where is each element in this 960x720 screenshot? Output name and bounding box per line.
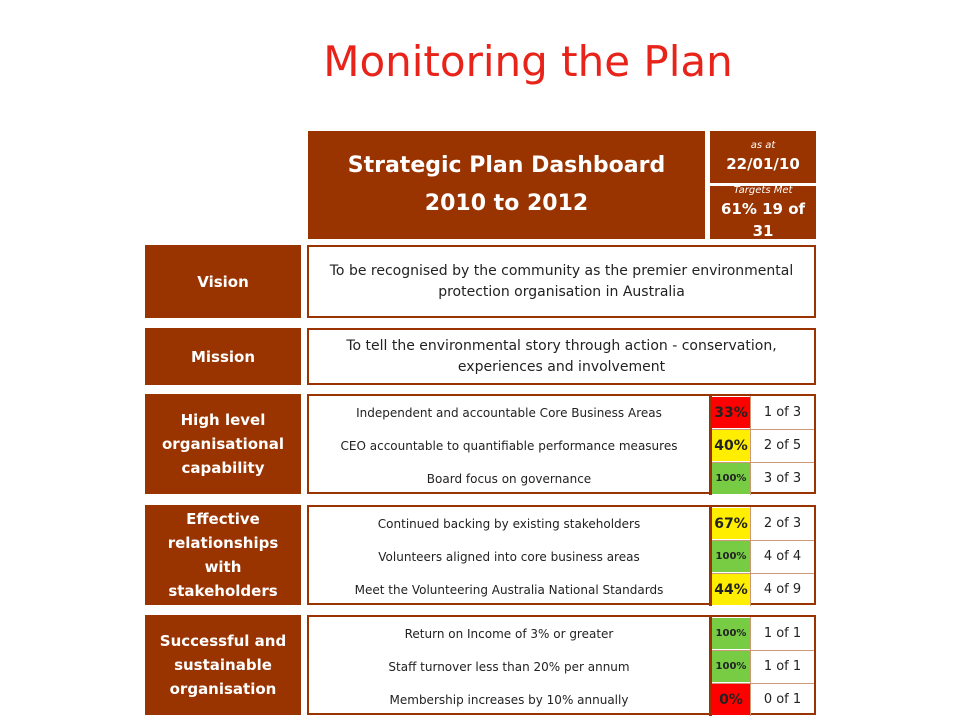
target-count: 0 of 1 <box>750 683 814 716</box>
targets-met-box <box>710 186 816 239</box>
target-count: 4 of 4 <box>750 540 814 573</box>
metric-text: Staff turnover less than 20% per annum <box>388 659 630 674</box>
metric-row <box>309 396 814 429</box>
dashboard-title-line2: 2010 to 2012 <box>424 191 589 216</box>
row-separator <box>712 540 814 541</box>
target-count: 2 of 5 <box>750 429 814 462</box>
mission-text: To tell the environmental story through action - conservation, experiences and involvement <box>307 328 816 385</box>
target-count: 4 of 9 <box>750 573 814 606</box>
metric-text: Meet the Volunteering Australia National Standards <box>354 582 664 597</box>
metric-row <box>309 540 814 573</box>
status-percent: 40% <box>712 430 750 461</box>
section-label: High level organisational capability <box>145 394 301 494</box>
metric-text: CEO accountable to quantifiable performance measures <box>340 438 678 453</box>
metric-text: Continued backing by existing stakeholders <box>377 516 641 531</box>
mission-label: Mission <box>145 328 301 385</box>
as-at-label: as at <box>750 140 776 151</box>
metric-row <box>309 683 814 716</box>
status-percent: 44% <box>712 574 750 605</box>
status-percent: 100% <box>712 541 750 572</box>
status-percent: 100% <box>712 651 750 682</box>
dashboard-title-line1: Strategic Plan Dashboard <box>347 153 666 178</box>
target-count: 1 of 1 <box>750 650 814 683</box>
status-percent: 100% <box>712 618 750 649</box>
status-percent: 100% <box>712 463 750 494</box>
row-separator <box>712 429 814 430</box>
row-separator <box>712 683 814 684</box>
metric-text: Membership increases by 10% annually <box>389 692 629 707</box>
section-label: Effective relationships with stakeholders <box>145 505 301 605</box>
row-separator <box>712 573 814 574</box>
status-percent: 33% <box>712 397 750 428</box>
metric-row <box>309 429 814 462</box>
metric-row <box>309 507 814 540</box>
section-metrics <box>307 615 816 715</box>
targets-met-label: Targets Met <box>733 184 793 196</box>
metric-row <box>309 650 814 683</box>
slide-title: Monitoring the Plan <box>323 37 733 86</box>
targets-met-value: 61% 19 of 31 <box>720 199 806 240</box>
row-separator <box>712 650 814 651</box>
target-count: 1 of 1 <box>750 617 814 650</box>
section-label: Successful and sustainable organisation <box>145 615 301 715</box>
target-count: 2 of 3 <box>750 507 814 540</box>
metric-text: Volunteers aligned into core business areas <box>378 549 640 564</box>
status-percent: 0% <box>712 684 750 715</box>
metric-row <box>309 462 814 495</box>
section-metrics <box>307 505 816 605</box>
metric-row <box>309 617 814 650</box>
row-separator <box>712 462 814 463</box>
metric-text: Board focus on governance <box>426 471 592 486</box>
vision-text: To be recognised by the community as the premier environmental protection organisation in Australia <box>307 245 816 318</box>
metric-row <box>309 573 814 606</box>
as-at-date: 22/01/10 <box>726 155 800 173</box>
vision-label: Vision <box>145 245 301 318</box>
section-metrics <box>307 394 816 494</box>
target-count: 3 of 3 <box>750 462 814 495</box>
target-count: 1 of 3 <box>750 396 814 429</box>
metric-text: Return on Income of 3% or greater <box>404 626 614 641</box>
as-at-box <box>710 131 816 183</box>
dashboard-title <box>308 131 705 239</box>
status-percent: 67% <box>712 508 750 539</box>
metric-text: Independent and accountable Core Business Areas <box>356 405 662 420</box>
